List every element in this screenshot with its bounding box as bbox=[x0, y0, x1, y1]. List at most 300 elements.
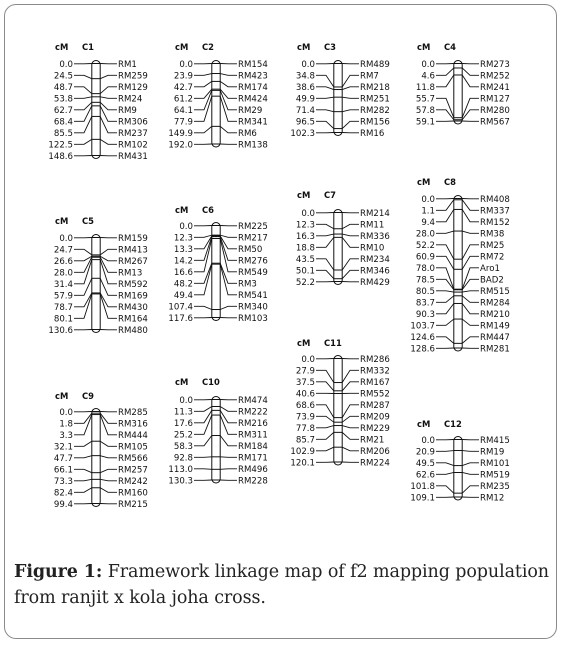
marker-connector-left bbox=[316, 447, 334, 451]
marker-position: 92.8 bbox=[173, 453, 193, 464]
marker-position: 149.9 bbox=[168, 129, 193, 139]
marker-connector-right bbox=[342, 110, 359, 112]
marker-position: 42.7 bbox=[173, 83, 193, 93]
marker-position: 73.3 bbox=[53, 477, 73, 487]
marker-name: RM341 bbox=[238, 117, 268, 128]
marker-position: 0.0 bbox=[59, 408, 73, 418]
marker-connector-right bbox=[342, 224, 359, 228]
marker-position: 23.9 bbox=[173, 71, 193, 82]
marker-connector-left bbox=[74, 469, 92, 472]
marker-position: 85.7 bbox=[295, 435, 315, 446]
marker-name: RM1 bbox=[118, 60, 137, 70]
marker-connector-right bbox=[100, 256, 117, 261]
marker-name: RM210 bbox=[480, 310, 510, 320]
marker-connector-right bbox=[220, 126, 237, 132]
marker-position: 66.1 bbox=[53, 465, 73, 476]
cm-unit-label: cM bbox=[55, 216, 69, 226]
marker-name: RM267 bbox=[118, 257, 148, 267]
marker-position: 60.9 bbox=[415, 252, 435, 263]
marker-connector-right bbox=[462, 472, 479, 474]
marker-name: RM332 bbox=[360, 366, 390, 377]
marker-name: BAD2 bbox=[480, 275, 504, 286]
marker-connector-right bbox=[100, 116, 117, 132]
chromosome-name: C12 bbox=[444, 419, 462, 429]
marker-name: RM103 bbox=[238, 314, 268, 324]
marker-connector-left bbox=[316, 234, 334, 236]
chromosome-bar bbox=[454, 196, 462, 352]
marker-position: 128.6 bbox=[410, 344, 435, 355]
marker-position: 50.1 bbox=[295, 266, 315, 277]
marker-position: 124.6 bbox=[410, 333, 435, 343]
marker-connector-left bbox=[436, 303, 454, 313]
marker-connector-right bbox=[342, 370, 359, 382]
marker-connector-left bbox=[74, 139, 92, 144]
marker-connector-left bbox=[194, 406, 212, 411]
marker-position: 18.8 bbox=[295, 243, 315, 254]
marker-connector-right bbox=[100, 139, 117, 144]
marker-name: RM102 bbox=[118, 140, 148, 151]
marker-connector-right bbox=[100, 479, 117, 480]
marker-position: 0.0 bbox=[179, 396, 193, 406]
marker-connector-right bbox=[220, 306, 237, 309]
chromosome-c6 bbox=[168, 205, 267, 324]
marker-position: 96.5 bbox=[295, 117, 315, 128]
marker-position: 48.2 bbox=[173, 279, 193, 290]
marker-name: RM480 bbox=[118, 326, 148, 336]
marker-position: 122.5 bbox=[48, 140, 73, 151]
marker-connector-left bbox=[436, 486, 454, 493]
marker-connector-right bbox=[462, 200, 479, 211]
marker-name: RM216 bbox=[238, 419, 268, 429]
marker-connector-left bbox=[436, 200, 454, 211]
marker-connector-right bbox=[220, 81, 237, 86]
marker-connector-left bbox=[436, 75, 454, 87]
marker-name: RM286 bbox=[360, 355, 390, 365]
marker-position: 49.9 bbox=[295, 94, 315, 105]
cm-unit-label: cM bbox=[297, 190, 311, 200]
marker-name: RM206 bbox=[360, 447, 390, 457]
marker-position: 27.9 bbox=[295, 366, 315, 377]
marker-name: RM424 bbox=[238, 94, 268, 105]
marker-name: RM346 bbox=[360, 266, 390, 277]
marker-connector-left bbox=[436, 319, 454, 325]
marker-position: 0.0 bbox=[421, 195, 435, 205]
marker-name: RM29 bbox=[238, 106, 263, 116]
marker-position: 4.6 bbox=[421, 71, 435, 82]
marker-position: 148.6 bbox=[48, 152, 73, 162]
marker-position: 103.7 bbox=[410, 321, 435, 332]
marker-name: RM215 bbox=[118, 500, 148, 510]
marker-name: RM13 bbox=[118, 268, 143, 279]
marker-connector-right bbox=[462, 98, 479, 117]
marker-position: 3.3 bbox=[59, 431, 73, 441]
chromosome-c4 bbox=[416, 42, 510, 128]
chromosome-bar bbox=[92, 409, 100, 507]
chromosome-name: C11 bbox=[324, 338, 342, 348]
marker-name: RM218 bbox=[360, 83, 390, 93]
marker-position: 0.0 bbox=[179, 60, 193, 70]
marker-position: 62.6 bbox=[415, 470, 435, 481]
marker-name: RM164 bbox=[118, 314, 148, 325]
chromosome-c12 bbox=[410, 419, 509, 504]
chromosome-c2 bbox=[168, 42, 267, 151]
marker-position: 17.6 bbox=[173, 419, 193, 429]
marker-name: RM11 bbox=[360, 220, 385, 231]
marker-position: 1.1 bbox=[421, 206, 435, 217]
marker-connector-right bbox=[100, 278, 117, 295]
marker-name: RM489 bbox=[360, 60, 390, 70]
marker-name: RM280 bbox=[480, 106, 510, 116]
marker-position: 85.5 bbox=[53, 129, 73, 139]
marker-name: RM408 bbox=[480, 195, 510, 205]
marker-position: 80.1 bbox=[53, 314, 73, 325]
cm-unit-label: cM bbox=[55, 42, 69, 52]
marker-connector-right bbox=[100, 441, 117, 446]
marker-position: 77.8 bbox=[295, 424, 315, 434]
chromosome-c3 bbox=[290, 42, 389, 139]
marker-name: RM273 bbox=[480, 60, 510, 70]
chromosome-name: C4 bbox=[444, 42, 456, 52]
marker-position: 57.8 bbox=[415, 106, 435, 116]
marker-connector-right bbox=[100, 488, 117, 493]
marker-connector-left bbox=[436, 463, 454, 466]
marker-position: 73.9 bbox=[295, 412, 315, 423]
marker-name: RM171 bbox=[238, 453, 268, 464]
marker-connector-right bbox=[462, 463, 479, 466]
marker-name: RM21 bbox=[360, 435, 385, 446]
cm-unit-label: cM bbox=[175, 42, 189, 52]
marker-name: RM519 bbox=[480, 470, 510, 481]
marker-name: RM169 bbox=[118, 291, 148, 302]
marker-name: RM241 bbox=[480, 83, 510, 93]
marker-name: RM237 bbox=[118, 129, 148, 139]
chromosome-name: C6 bbox=[202, 205, 214, 215]
marker-connector-right bbox=[220, 74, 237, 76]
marker-connector-left bbox=[194, 90, 212, 109]
marker-position: 77.9 bbox=[173, 117, 193, 128]
marker-name: RM282 bbox=[360, 106, 390, 116]
chromosome-bar bbox=[92, 61, 100, 159]
marker-name: RM217 bbox=[238, 233, 268, 244]
marker-name: RM7 bbox=[360, 71, 379, 82]
marker-name: RM567 bbox=[480, 117, 510, 128]
marker-name: RM340 bbox=[238, 302, 268, 313]
marker-position: 11.3 bbox=[173, 407, 193, 418]
marker-connector-left bbox=[436, 291, 454, 292]
marker-connector-right bbox=[342, 234, 359, 236]
chromosome-bar bbox=[334, 61, 342, 136]
marker-position: 47.7 bbox=[53, 454, 73, 464]
marker-name: RM285 bbox=[118, 408, 148, 418]
marker-name: RM50 bbox=[238, 245, 263, 255]
marker-position: 71.4 bbox=[295, 106, 315, 116]
marker-position: 1.8 bbox=[59, 419, 73, 430]
marker-position: 52.2 bbox=[295, 278, 315, 288]
marker-name: RM152 bbox=[480, 218, 510, 228]
chromosome-c7 bbox=[296, 190, 390, 288]
marker-position: 14.2 bbox=[173, 256, 193, 267]
marker-connector-left bbox=[74, 116, 92, 132]
marker-position: 48.7 bbox=[53, 83, 73, 93]
marker-connector-left bbox=[436, 296, 454, 302]
marker-name: RM259 bbox=[118, 71, 148, 82]
marker-name: RM101 bbox=[480, 459, 510, 469]
marker-position: 34.8 bbox=[295, 71, 315, 82]
chromosome-name: C2 bbox=[202, 42, 214, 52]
chromosome-name: C10 bbox=[202, 377, 220, 387]
marker-connector-left bbox=[316, 416, 334, 422]
marker-connector-left bbox=[74, 256, 92, 261]
marker-connector-left bbox=[194, 415, 212, 434]
marker-connector-left bbox=[316, 405, 334, 418]
marker-connector-left bbox=[436, 245, 454, 259]
marker-name: RM229 bbox=[360, 424, 390, 434]
marker-connector-left bbox=[316, 110, 334, 112]
marker-name: RM156 bbox=[360, 117, 390, 128]
marker-name: RM552 bbox=[360, 389, 390, 400]
marker-position: 83.7 bbox=[415, 298, 435, 309]
marker-connector-right bbox=[462, 245, 479, 259]
marker-position: 0.0 bbox=[421, 60, 435, 70]
marker-position: 107.4 bbox=[168, 302, 193, 313]
marker-connector-left bbox=[436, 231, 454, 233]
chromosome-c5 bbox=[48, 216, 147, 336]
marker-position: 0.0 bbox=[421, 436, 435, 446]
marker-name: RM9 bbox=[118, 106, 137, 116]
marker-name: RM38 bbox=[480, 229, 505, 240]
chromosome-name: C7 bbox=[324, 190, 336, 200]
marker-name: RM474 bbox=[238, 396, 268, 406]
marker-connector-right bbox=[462, 303, 479, 313]
cm-unit-label: cM bbox=[297, 338, 311, 348]
marker-name: RM337 bbox=[480, 206, 510, 217]
marker-connector-right bbox=[100, 260, 117, 284]
marker-connector-right bbox=[342, 259, 359, 270]
marker-position: 11.8 bbox=[415, 83, 435, 93]
marker-name: RM24 bbox=[118, 94, 143, 105]
marker-connector-left bbox=[74, 456, 92, 458]
chromosome-c1 bbox=[48, 42, 147, 162]
marker-connector-right bbox=[220, 436, 237, 446]
marker-position: 40.6 bbox=[295, 389, 315, 400]
marker-connector-left bbox=[316, 75, 334, 87]
marker-position: 68.4 bbox=[53, 117, 73, 128]
marker-connector-right bbox=[342, 237, 359, 247]
marker-position: 109.1 bbox=[410, 493, 435, 504]
marker-connector-right bbox=[100, 97, 117, 98]
marker-connector-left bbox=[316, 87, 334, 90]
marker-connector-left bbox=[194, 74, 212, 76]
chromosome-c8 bbox=[410, 177, 509, 355]
marker-name: RM129 bbox=[118, 83, 148, 93]
cm-unit-label: cM bbox=[297, 42, 311, 52]
marker-position: 102.9 bbox=[290, 447, 315, 457]
marker-position: 113.0 bbox=[168, 465, 193, 475]
marker-position: 12.3 bbox=[173, 233, 193, 244]
marker-connector-right bbox=[462, 291, 479, 292]
marker-name: RM159 bbox=[118, 234, 148, 244]
marker-connector-right bbox=[462, 68, 479, 75]
marker-connector-left bbox=[436, 68, 454, 75]
marker-name: RM566 bbox=[118, 454, 148, 464]
chromosome-name: C8 bbox=[444, 177, 456, 187]
marker-name: RM224 bbox=[360, 458, 390, 469]
marker-connector-right bbox=[100, 469, 117, 472]
marker-position: 26.6 bbox=[53, 257, 73, 267]
marker-connector-left bbox=[316, 97, 334, 98]
marker-connector-right bbox=[220, 96, 237, 121]
marker-position: 32.1 bbox=[53, 442, 73, 453]
chromosome-name: C3 bbox=[324, 42, 336, 52]
marker-name: RM423 bbox=[238, 71, 268, 82]
marker-name: RM154 bbox=[238, 60, 268, 70]
marker-position: 0.0 bbox=[301, 60, 315, 70]
marker-connector-right bbox=[342, 426, 359, 428]
marker-position: 31.4 bbox=[53, 280, 73, 290]
marker-position: 24.7 bbox=[53, 245, 73, 256]
marker-name: RM25 bbox=[480, 241, 505, 251]
marker-position: 120.1 bbox=[290, 458, 315, 469]
marker-position: 16.3 bbox=[295, 232, 315, 242]
marker-position: 130.3 bbox=[168, 476, 193, 487]
marker-connector-right bbox=[100, 257, 117, 272]
marker-connector-right bbox=[342, 75, 359, 87]
marker-connector-left bbox=[316, 382, 334, 391]
marker-position: 37.5 bbox=[295, 378, 315, 388]
marker-name: RM12 bbox=[480, 493, 505, 504]
chromosome-name: C5 bbox=[82, 216, 94, 226]
marker-connector-right bbox=[342, 447, 359, 451]
marker-position: 130.6 bbox=[48, 326, 73, 336]
marker-position: 38.6 bbox=[295, 83, 315, 93]
marker-position: 62.7 bbox=[53, 106, 73, 116]
marker-position: 90.3 bbox=[415, 310, 435, 320]
marker-connector-right bbox=[462, 296, 479, 302]
marker-name: RM228 bbox=[238, 476, 268, 487]
marker-position: 102.3 bbox=[290, 129, 315, 139]
marker-name: RM447 bbox=[480, 333, 510, 343]
marker-connector-left bbox=[316, 432, 334, 439]
marker-connector-right bbox=[342, 121, 359, 128]
marker-connector-left bbox=[194, 235, 212, 237]
marker-connector-right bbox=[342, 87, 359, 90]
marker-connector-right bbox=[220, 90, 237, 109]
chromosome-bar bbox=[334, 356, 342, 466]
marker-name: RM496 bbox=[238, 465, 268, 475]
chromosome-bar bbox=[212, 397, 220, 484]
marker-position: 57.9 bbox=[53, 291, 73, 302]
cm-unit-label: cM bbox=[417, 419, 431, 429]
cm-unit-label: cM bbox=[417, 177, 431, 187]
marker-position: 53.8 bbox=[53, 94, 73, 105]
chromosome-bar bbox=[212, 223, 220, 321]
marker-position: 61.2 bbox=[173, 94, 193, 105]
marker-name: RM72 bbox=[480, 252, 505, 263]
marker-position: 12.3 bbox=[295, 220, 315, 231]
chromosome-name: C9 bbox=[82, 391, 94, 401]
marker-position: 192.0 bbox=[168, 140, 193, 151]
marker-connector-left bbox=[194, 96, 212, 121]
marker-connector-left bbox=[436, 337, 454, 344]
marker-name: RM222 bbox=[238, 407, 268, 418]
marker-connector-left bbox=[74, 415, 92, 435]
marker-connector-left bbox=[74, 75, 92, 78]
marker-position: 28.0 bbox=[53, 268, 73, 279]
marker-name: RM6 bbox=[238, 129, 257, 139]
marker-position: 9.4 bbox=[421, 218, 435, 228]
marker-name: RM167 bbox=[360, 378, 390, 388]
marker-position: 0.0 bbox=[59, 234, 73, 244]
marker-connector-right bbox=[100, 249, 117, 255]
marker-connector-left bbox=[194, 306, 212, 309]
marker-name: RM316 bbox=[118, 419, 148, 430]
marker-connector-left bbox=[316, 259, 334, 270]
chromosome-c10 bbox=[168, 377, 267, 487]
marker-name: RM541 bbox=[238, 291, 268, 301]
marker-connector-left bbox=[74, 257, 92, 272]
marker-name: RM429 bbox=[360, 278, 390, 288]
marker-position: 78.7 bbox=[53, 303, 73, 313]
marker-connector-right bbox=[100, 106, 117, 121]
marker-connector-right bbox=[100, 75, 117, 78]
marker-position: 20.9 bbox=[415, 447, 435, 458]
marker-connector-right bbox=[462, 319, 479, 325]
marker-connector-right bbox=[462, 75, 479, 87]
cm-unit-label: cM bbox=[175, 377, 189, 387]
marker-connector-left bbox=[316, 270, 334, 278]
marker-connector-left bbox=[194, 236, 212, 249]
marker-position: 58.3 bbox=[173, 442, 193, 452]
marker-connector-left bbox=[74, 249, 92, 255]
marker-name: RM415 bbox=[480, 436, 510, 446]
marker-connector-left bbox=[316, 121, 334, 128]
marker-name: RM276 bbox=[238, 256, 268, 267]
marker-name: RM592 bbox=[118, 280, 148, 290]
marker-name: RM549 bbox=[238, 268, 268, 278]
marker-position: 52.2 bbox=[415, 241, 435, 251]
marker-connector-left bbox=[74, 441, 92, 446]
marker-connector-right bbox=[100, 102, 117, 109]
cm-unit-label: cM bbox=[175, 205, 189, 215]
marker-name: RM127 bbox=[480, 94, 510, 105]
marker-position: 43.5 bbox=[295, 255, 315, 265]
marker-connector-left bbox=[316, 426, 334, 428]
marker-name: RM138 bbox=[238, 140, 268, 151]
marker-name: RM281 bbox=[480, 344, 510, 355]
marker-connector-left bbox=[74, 97, 92, 98]
marker-connector-left bbox=[74, 87, 92, 94]
cm-unit-label: cM bbox=[55, 391, 69, 401]
marker-name: RM235 bbox=[480, 482, 510, 492]
marker-position: 25.2 bbox=[173, 430, 193, 441]
marker-connector-left bbox=[194, 436, 212, 446]
marker-position: 78.0 bbox=[415, 264, 435, 274]
marker-connector-right bbox=[462, 231, 479, 233]
marker-position: 80.5 bbox=[415, 287, 435, 297]
marker-name: RM311 bbox=[238, 430, 268, 441]
marker-name: RM284 bbox=[480, 298, 510, 309]
marker-connector-right bbox=[100, 415, 117, 435]
marker-connector-right bbox=[100, 87, 117, 94]
marker-position: 24.5 bbox=[53, 71, 73, 82]
marker-name: RM149 bbox=[480, 321, 510, 332]
marker-connector-right bbox=[220, 236, 237, 249]
marker-position: 64.1 bbox=[173, 106, 193, 116]
figure-caption bbox=[14, 559, 554, 611]
marker-position: 28.0 bbox=[415, 229, 435, 240]
figure-caption-text: Framework linkage map of f2 mapping population from ranjit x kola joha cross. bbox=[14, 562, 549, 608]
chromosome-bar bbox=[454, 437, 462, 501]
